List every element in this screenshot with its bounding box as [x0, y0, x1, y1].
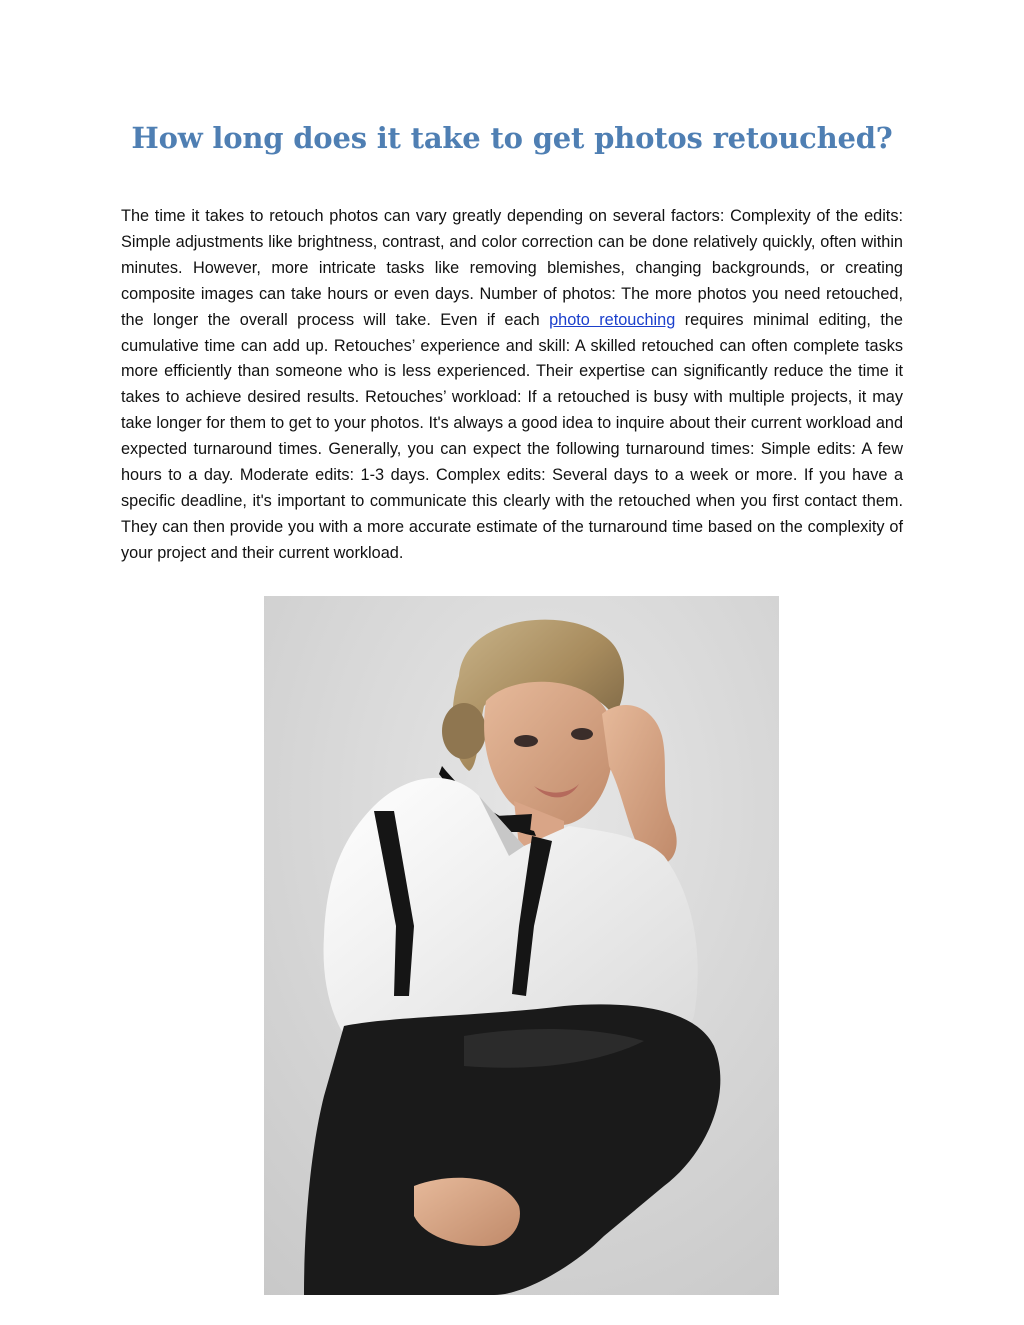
paragraph-text-before-link: The time it takes to retouch photos can vary greatly depending on several factors: Complexity of the edits: Simple adjustments like brightness, contrast, and color correction can be done relatively quickly, often within minutes. However, more intricate tasks like removing blemishes, changing backgrounds, or creating composite images can take hours or even days. Number of photos: The more photos you need retouched, the longer the overall process will take. Even if each [121, 207, 903, 329]
paragraph-text-after-link: requires minimal editing, the cumulative time can add up. Retouches’ experience and skill: A skilled retouched can often complete tasks more efficiently than someone who is less experienced. Their expertise can significantly reduce the time it takes to achieve desired results. Retouches’ workload: If a retouched is busy with multiple projects, it may take longer for them to get to your photos. It's always a good idea to inquire about their current workload and expected turnaround times. Generally, you can expect the following turnaround times: Simple edits: A few hours to a day. Moderate edits: 1-3 days. Complex edits: Several days to a week or more. If you have a specific deadline, it's important to communicate this clearly with the retouched when you first contact them. They can then provide you with a more accurate estimate of the turnaround time based on the complexity of your project and their current workload. [121, 310, 903, 562]
page-title: How long does it take to get photos retouched? [131, 121, 893, 155]
portrait-photo [264, 596, 779, 1295]
hair-bun [442, 703, 486, 759]
left-eye [514, 735, 538, 747]
right-eye [571, 728, 593, 740]
photo-retouching-link[interactable]: photo retouching [549, 310, 676, 329]
body-paragraph [121, 204, 903, 567]
